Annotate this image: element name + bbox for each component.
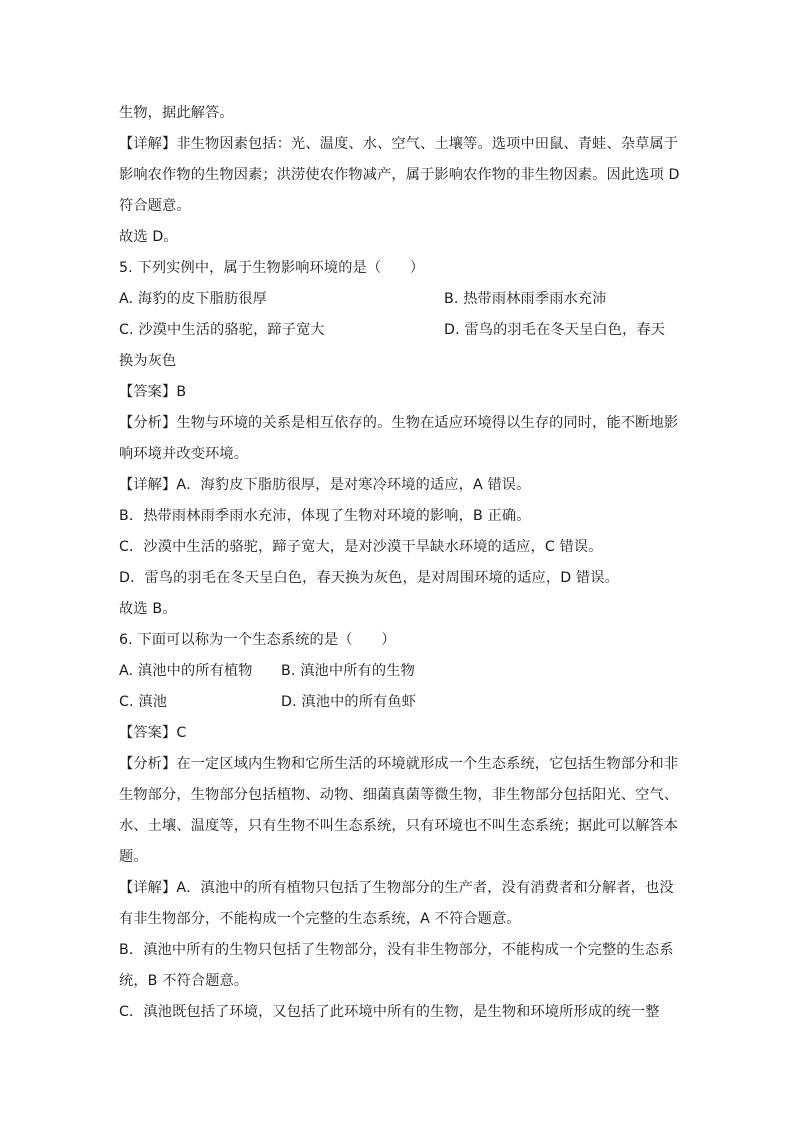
explanation-text: 统，B 不符合题意。 [119, 973, 249, 989]
answer-label: 【答案】C [119, 725, 187, 741]
text-line: 影响农作物的生物因素；洪涝使农作物减产，属于影响农作物的非生物因素。因此选项 D [119, 167, 680, 183]
q5-option-a: A. 海豹的皮下脂肪很厚 [119, 291, 267, 307]
text-line: 故选 D。 [119, 229, 178, 245]
q6-option-c: C. 滇池 [119, 694, 168, 710]
q6-option-b: B. 滇池中所有的生物 [281, 663, 415, 679]
q5-option-b: B. 热带雨林雨季雨水充沛 [444, 291, 607, 307]
answer-label: 【答案】B [119, 384, 187, 400]
analysis-text: 响环境并改变环境。 [119, 446, 249, 462]
explanation-text: 有非生物部分，不能构成一个完整的生态系统，A 不符合题意。 [119, 911, 521, 927]
analysis-text: 题。 [119, 849, 148, 865]
q5-option-d: D. 雷鸟的羽毛在冬天呈白色，春天 [444, 322, 666, 338]
question-5-stem: 5. 下列实例中，属于生物影响环境的是（ ） [119, 260, 425, 276]
explanation-text: D．雷鸟的羽毛在冬天呈白色，春天换为灰色，是对周围环境的适应，D 错误。 [119, 570, 619, 586]
text-line: 【详解】非生物因素包括：光、温度、水、空气、土壤等。选项中田鼠、青蛙、杂草属于 [119, 136, 679, 152]
explanation-text: C．滇池既包括了环境，又包括了此环境中所有的生物，是生物和环境所形成的统一整 [119, 1004, 660, 1020]
explanation-text: 【详解】A．海豹皮下脂肪很厚，是对寒冷环境的适应，A 错误。 [119, 477, 531, 493]
analysis-text: 水、土壤、温度等，只有生物不叫生态系统，只有环境也不叫生态系统；据此可以解答本 [119, 818, 679, 834]
question-6-stem: 6. 下面可以称为一个生态系统的是（ ） [119, 632, 396, 648]
analysis-text: 【分析】在一定区域内生物和它所生活的环境就形成一个生态系统，它包括生物部分和非 [119, 756, 679, 772]
q5-option-d-continued: 换为灰色 [119, 353, 177, 369]
explanation-text: B．热带雨林雨季雨水充沛，体现了生物对环境的影响，B 正确。 [119, 508, 531, 524]
analysis-text: 生物部分，生物部分包括植物、动物、细菌真菌等微生物，非生物部分包括阳光、空气、 [119, 787, 679, 803]
q6-option-d: D. 滇池中的所有鱼虾 [281, 694, 417, 710]
q6-option-a: A. 滇池中的所有植物 [119, 663, 253, 679]
analysis-text: 【分析】生物与环境的关系是相互依存的。生物在适应环境得以生存的同时，能不断地影 [119, 415, 679, 431]
explanation-text: 【详解】A．滇池中的所有植物只包括了生物部分的生产者，没有消费者和分解者，也没 [119, 880, 674, 896]
q5-option-c: C. 沙漠中生活的骆驼，蹄子宽大 [119, 322, 325, 338]
explanation-text: B．滇池中所有的生物只包括了生物部分，没有非生物部分，不能构成一个完整的生态系 [119, 942, 674, 958]
document-page [119, 0, 679, 1123]
text-line: 生物，据此解答。 [119, 105, 234, 121]
explanation-text: C．沙漠中生活的骆驼，蹄子宽大，是对沙漠干旱缺水环境的适应，C 错误。 [119, 539, 603, 555]
conclusion-text: 故选 B。 [119, 601, 177, 617]
text-line: 符合题意。 [119, 198, 191, 214]
